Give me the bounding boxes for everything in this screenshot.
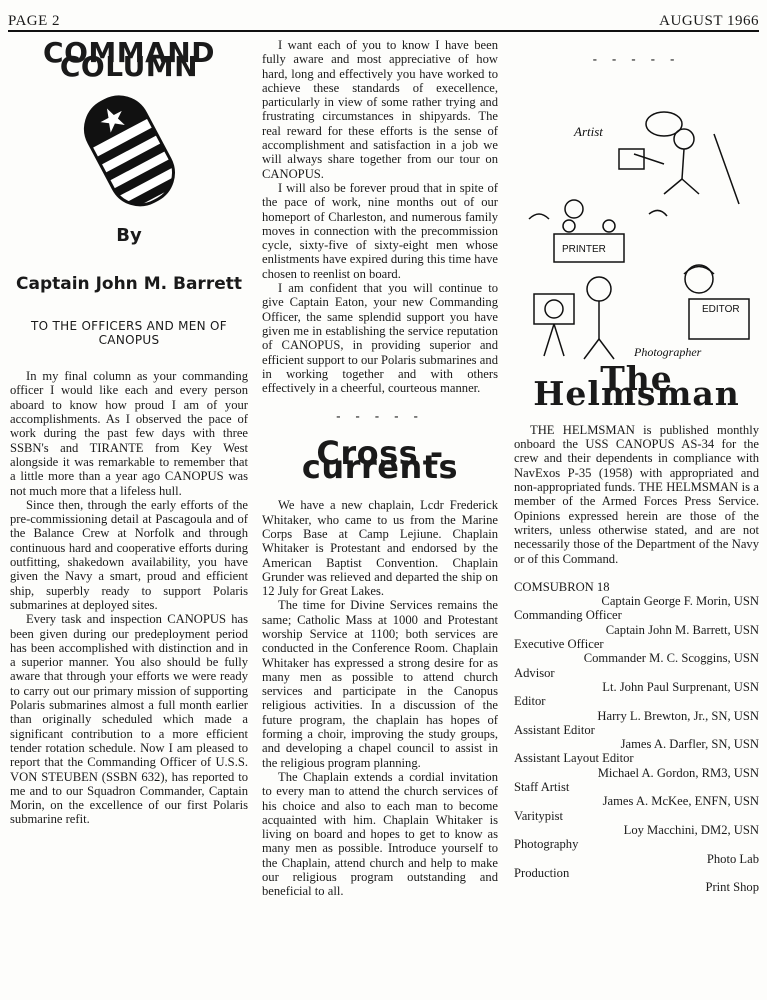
staff-role: Staff Artist bbox=[514, 780, 570, 795]
staff-name: Loy Macchini, DM2, USN bbox=[623, 822, 759, 837]
paragraph: I am confident that you will continue to give Captain Eaton, your new Commanding Officer, the same splendid support you have given me in establishing the service reputation of CANOPUS, in providing superior and efficient support to our Polaris submarines and in working together and with others effectively in a cheerful, courteous manner. bbox=[262, 281, 498, 396]
byline-author: Captain John M. Barrett bbox=[16, 273, 242, 294]
staff-name: Print Shop bbox=[705, 880, 759, 895]
page-header bbox=[8, 8, 759, 32]
paragraph: We have a new chaplain, Lcdr Frederick Whitaker, who came to us from the Marine Corps Base at Camp Lejiune. Chaplain Whitaker is Protestant and endorsed by the American Baptist Convention. Chaplain Grunder was relieved and departed the ship on 12 July for Great Lakes. bbox=[262, 498, 498, 599]
staff-role: Assistant Layout Editor bbox=[514, 751, 634, 766]
paragraph: Since then, through the early efforts of the pre-commissioning detail at Pascagoula and of the Balance Crew at Norfolk and through continuous hard and cooperative efforts during outfitting, shakedown availability, you have given the Navy a smart, proud and efficient ship, superbly ready to support Polaris submarines at deployed sites. bbox=[10, 497, 248, 612]
staff-name: Captain John M. Barrett, USN bbox=[605, 622, 759, 637]
command-column-title: COMMAND COLUMN bbox=[43, 36, 215, 84]
staff-name: James A. Darfler, SN, USN bbox=[620, 737, 759, 752]
staff-name: Commander M. C. Scoggins, USN bbox=[583, 651, 759, 666]
staff-role: Commanding Officer bbox=[514, 608, 622, 623]
staff-list bbox=[514, 594, 759, 894]
staff-name: Michael A. Gordon, RM3, USN bbox=[597, 765, 759, 780]
staff-heading: COMSUBRON 18 bbox=[514, 579, 610, 594]
paragraph: I want each of you to know I have been fully aware and most appreciative of how hard, long and effectively you have worked to achieve these standards of execellence, particularly in view of some rather trying and frustrating circumstances in shipyards. The real reward for these efforts is the sense of accomplishment and satisfaction in a job we will always share together from our tour on CANOPUS. bbox=[262, 38, 498, 181]
page-number: PAGE 2 bbox=[8, 13, 61, 29]
staff-role: Production bbox=[514, 865, 570, 880]
helmsman-masthead: The Helmsman bbox=[533, 359, 740, 413]
paragraph: Every task and inspection CANOPUS has been given during our predeployment period has been accomplished with distinction and in a superior manner. You also should be fully aware that through your efforts we were ready to carry out our primary mission of supporting Polaris submarines almost a full month earlier than originally scheduled which made a significant contribution to a more efficient tender rotation schedule. Now I am pleased to report that the Commanding Officer of U.S.S. VON STEUBEN (SSBN 632), has reported to me and to our Squadron Commander, Captain Morin, on the excellence of our first Polaris submarine refit. bbox=[10, 612, 248, 827]
paragraph: The Chaplain extends a cordial invitation to every man to attend the church services of his choice and also to each man to become acquainted with him. Chaplain Whitaker is living on board and hopes to get to know as many men as possible. Introduce yourself to the Chaplain, attend church and help to make our religious program outstanding and beneficial to all. bbox=[262, 769, 498, 899]
staff-cartoon-illustration bbox=[514, 94, 754, 364]
staff-role: Executive Officer bbox=[514, 637, 604, 652]
paragraph: The time for Divine Services remains the same; Catholic Mass at 1000 and Protestant worship Service at 1100; both services are conducted in the Conference Room. Chaplain Whitaker has expressed a strong desire for as many men as possible to attend church services and participate in the Canopus religious activities. In a discussion of the future program, the chaplain has hopes of forming a choir, improving the study groups, and developing a chapel council to assist in the religious program planning. bbox=[262, 598, 498, 770]
command-column bbox=[10, 38, 248, 827]
byline-by: By bbox=[116, 224, 142, 246]
staff-role: Advisor bbox=[514, 665, 555, 680]
staff-name: Harry L. Brewton, Jr., SN, USN bbox=[597, 708, 759, 723]
staff-name: Lt. John Paul Surprenant, USN bbox=[602, 679, 759, 694]
middle-column bbox=[262, 38, 498, 899]
salutation: TO THE OFFICERS AND MEN OF CANOPUS bbox=[31, 319, 227, 348]
publication-statement: THE HELMSMAN is published monthly onboard the USS CANOPUS AS-34 for the crew and their dependents in compliance with NavExos P-35 (1958) with appropriated and non-appropriated funds. THE HELMSMAN is a member of the Armed Forces Press Service. Opinions expressed herein are those of the writers, unless otherwise stated, and are not necessarily those of the Department of the Navy or of this Command. bbox=[514, 422, 759, 566]
cross-currents-title: Cross - currents bbox=[301, 433, 459, 487]
captain-insignia-icon bbox=[69, 85, 189, 215]
staff-name: Photo Lab bbox=[706, 851, 759, 866]
staff-role: Assistant Editor bbox=[514, 722, 595, 737]
cartoon-label-photographer: Photographer bbox=[634, 345, 702, 360]
staff-name: Captain George F. Morin, USN bbox=[601, 594, 759, 609]
staff-role: Varitypist bbox=[514, 808, 563, 823]
paragraph: I will also be forever proud that in spite of the pace of work, nine months out of our homeport of Charleston, and numerous family moves in connection with the precommission cycle, sixty-five of sixty-eight men whose enlistments have expired during this time have chosen to reenlist on board. bbox=[262, 180, 498, 281]
staff-role: Editor bbox=[514, 694, 546, 709]
right-column bbox=[514, 38, 759, 894]
paragraph: In my final column as your commanding officer I would like each and every person aboard to know how proud I am of your accomplishments. As I observed the pace of work during the past few days with three SSBN's and TIRANTE from Key West alongside it was remarkable to remember that a little more than a year ago CANOPUS was not much more that a lifeless hull. bbox=[10, 369, 248, 498]
issue-date: AUGUST 1966 bbox=[659, 13, 759, 29]
section-divider: - - - - - bbox=[592, 52, 681, 66]
section-divider: - - - - - bbox=[336, 409, 424, 424]
cartoon-label-printer: PRINTER bbox=[562, 244, 606, 256]
cartoon-label-editor: EDITOR bbox=[702, 304, 740, 316]
staff-name: James A. McKee, ENFN, USN bbox=[602, 794, 759, 809]
cartoon-label-artist: Artist bbox=[574, 124, 603, 140]
staff-role: Photography bbox=[514, 837, 579, 852]
